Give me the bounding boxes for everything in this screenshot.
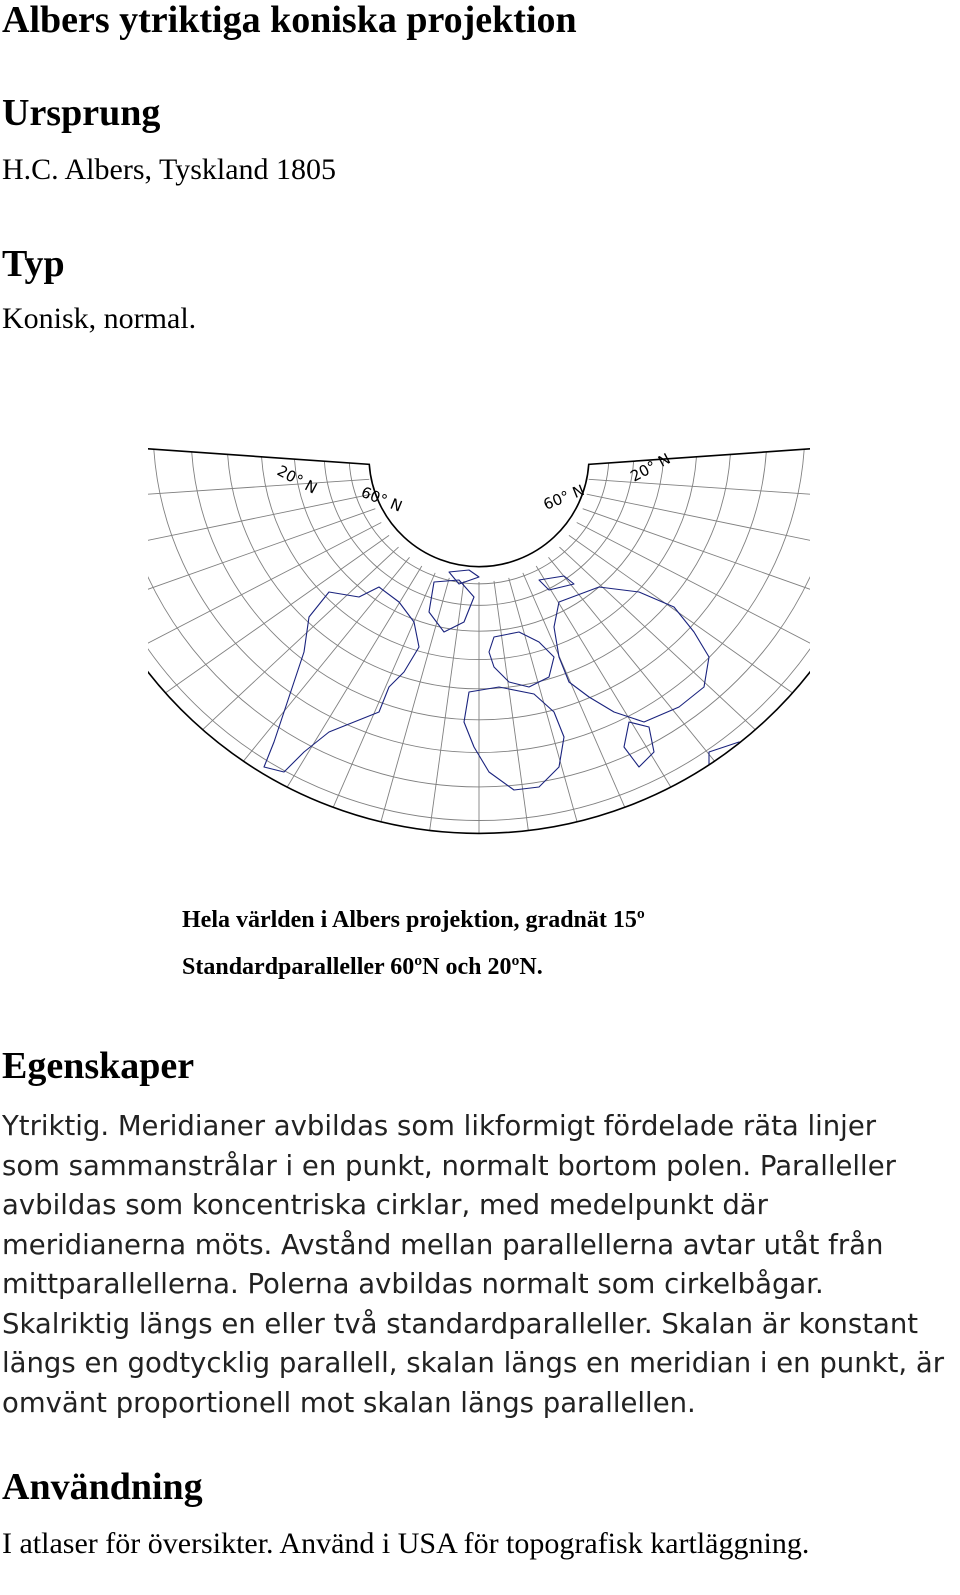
meridian-line xyxy=(172,547,399,758)
meridian-line xyxy=(494,581,536,888)
heading-usage: Användning xyxy=(2,1466,203,1508)
properties-paragraph xyxy=(2,1107,957,1423)
figure-caption-line1: Hela världen i Albers projektion, gradnät 15º xyxy=(182,907,645,933)
meridian-line xyxy=(422,581,464,888)
label-right-60n: 60° N xyxy=(540,481,587,514)
coastline xyxy=(264,587,419,772)
meridian-line xyxy=(577,523,810,665)
coastline xyxy=(709,742,769,802)
meridian-line xyxy=(523,573,647,857)
coastlines xyxy=(194,570,769,857)
properties-line: mittparallellerna. Polerna avbildas normalt som cirkelbågar. xyxy=(2,1268,824,1300)
meridian-line xyxy=(312,573,436,857)
parallel-line xyxy=(349,463,608,584)
label-left-60n: 60° N xyxy=(358,483,405,516)
origin-text: H.C. Albers, Tyskland 1805 xyxy=(2,153,337,186)
heading-type: Typ xyxy=(2,243,65,285)
coastline xyxy=(554,587,709,722)
coastline xyxy=(429,580,474,632)
label-left-20n: 20° N xyxy=(274,461,321,498)
meridian-line xyxy=(559,547,786,758)
page-title: Albers ytriktiga koniska projektion xyxy=(2,0,577,41)
type-text: Konisk, normal. xyxy=(2,302,197,335)
properties-line: längs en godtycklig parallell, skalan längs en meridian i en punkt, är xyxy=(2,1347,945,1379)
heading-origin: Ursprung xyxy=(2,92,161,134)
properties-line: Skalriktig längs en eller två standardparalleller. Skalan är konstant xyxy=(2,1307,919,1340)
meridian-line xyxy=(587,494,810,557)
meridian-line xyxy=(536,566,697,831)
albers-projection-map xyxy=(148,448,810,894)
coastline xyxy=(194,777,284,857)
meridian-line xyxy=(261,566,422,831)
coastline xyxy=(449,570,479,584)
meridian-line xyxy=(148,479,369,500)
properties-line: avbildas som koncentriska cirklar, med medelpunkt där xyxy=(2,1189,768,1221)
meridian-line xyxy=(148,494,371,557)
usage-text: I atlaser för översikter. Använd i USA för topografisk kartläggning. xyxy=(2,1527,810,1560)
meridian-line xyxy=(589,479,810,500)
map-graphic xyxy=(148,448,810,894)
graticule xyxy=(148,448,810,892)
properties-line: som sammanstrålar i en punkt, normalt bortom polen. Paralleller xyxy=(2,1149,896,1182)
label-right-20n: 20° N xyxy=(627,449,674,486)
heading-properties: Egenskaper xyxy=(2,1045,195,1087)
figure-caption-line2: Standardparalleller 60ºN och 20ºN. xyxy=(182,954,543,980)
properties-line: Ytriktig. Meridianer avbildas som likformigt fördelade räta linjer xyxy=(2,1110,877,1142)
coastline xyxy=(489,632,554,687)
meridian-line xyxy=(148,523,381,665)
properties-line: omvänt proportionell mot skalan längs parallellen. xyxy=(2,1386,696,1419)
coastline xyxy=(539,576,574,590)
properties-line: meridianerna möts. Avstånd mellan parallellerna avtar utåt från xyxy=(2,1228,884,1261)
